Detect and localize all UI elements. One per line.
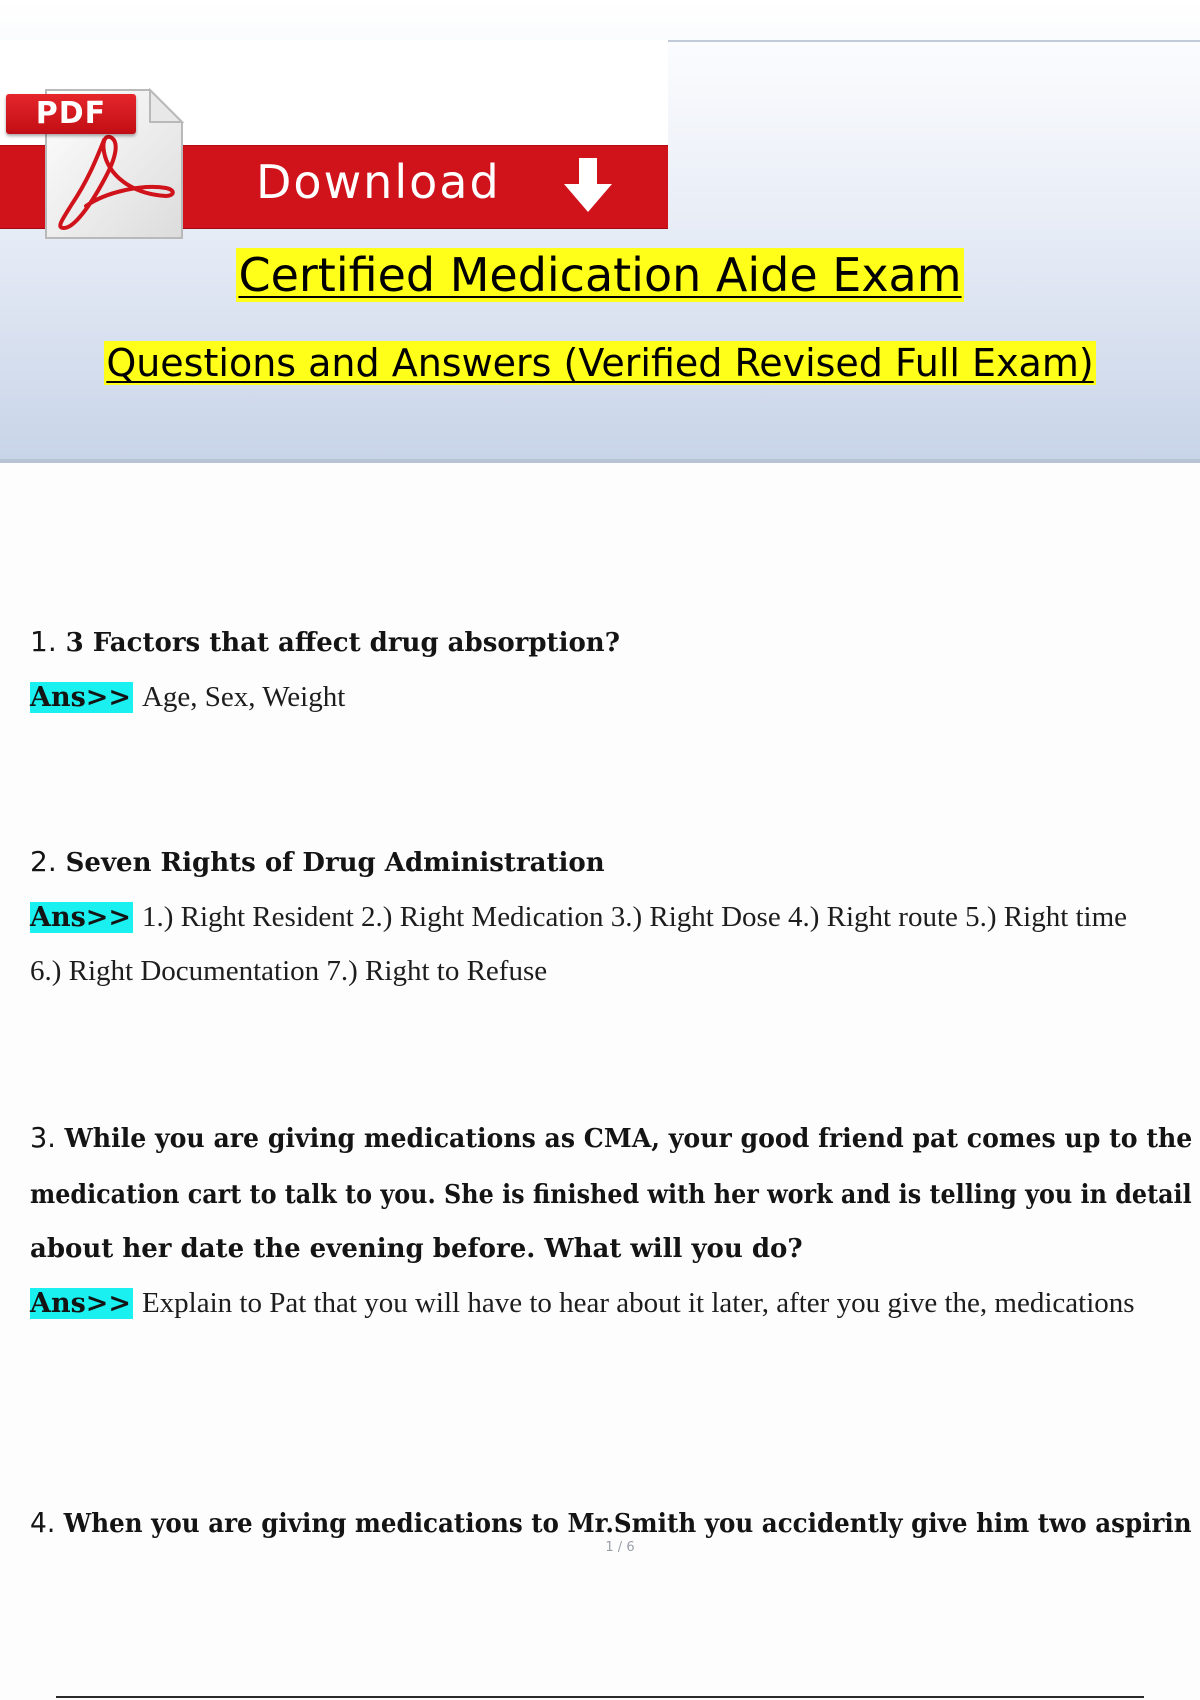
answer-text: Explain to Pat that you will have to hear about it later, after you give the, medications	[141, 1287, 1135, 1319]
answer-text: 6.) Right Documentation 7.) Right to Refuse	[30, 955, 548, 987]
document-title	[0, 244, 1200, 306]
question-number: 3.	[30, 1121, 56, 1154]
document-subtitle	[0, 336, 1200, 390]
answer-text: 1.) Right Resident 2.) Right Medication 3.) Right Dose 4.) Right route 5.) Right time	[141, 901, 1128, 933]
download-label[interactable]: Download	[256, 155, 501, 209]
question-number: 4.	[30, 1506, 56, 1539]
question-4	[30, 1503, 1192, 1544]
answer-2-continued	[30, 951, 547, 991]
pdf-download-banner[interactable]	[0, 40, 668, 209]
answer-tag: Ans>>	[30, 682, 132, 713]
pdf-tag[interactable]	[6, 94, 136, 134]
pdf-tag-label: PDF	[35, 96, 107, 131]
answer-2	[30, 897, 1127, 938]
footer-rule	[56, 1696, 1144, 1698]
question-1	[30, 622, 620, 663]
question-text: While you are giving medications as CMA, your good friend pat comes up to the	[64, 1124, 1193, 1154]
question-text: about her date the evening before. What will you do?	[30, 1234, 803, 1264]
answer-tag: Ans>>	[30, 1288, 132, 1319]
header-rule	[668, 40, 1200, 42]
question-text: When you are giving medications to Mr.Smith you accidently give him two aspirin	[63, 1509, 1192, 1539]
question-number: 2.	[30, 845, 57, 878]
question-2	[30, 842, 605, 883]
question-text: 3 Factors that affect drug absorption?	[65, 628, 620, 658]
question-3-line-2	[30, 1174, 1192, 1215]
answer-3	[30, 1283, 1135, 1324]
document-title-text: Certified Medication Aide Exam	[238, 248, 962, 302]
question-3	[30, 1118, 1192, 1159]
question-number: 1.	[30, 625, 57, 658]
answer-text: Age, Sex, Weight	[141, 681, 346, 713]
question-3-line-3	[30, 1228, 803, 1269]
answer-tag: Ans>>	[30, 902, 132, 933]
document-subtitle-text: Questions and Answers (Verified Revised Full Exam)	[106, 341, 1094, 385]
question-text: medication cart to talk to you. She is finished with her work and is telling you in detail	[30, 1180, 1192, 1210]
download-arrow-icon[interactable]	[560, 156, 616, 216]
answer-1	[30, 677, 345, 718]
question-text: Seven Rights of Drug Administration	[65, 848, 605, 878]
page-indicator: 1 / 6	[605, 1540, 635, 1555]
